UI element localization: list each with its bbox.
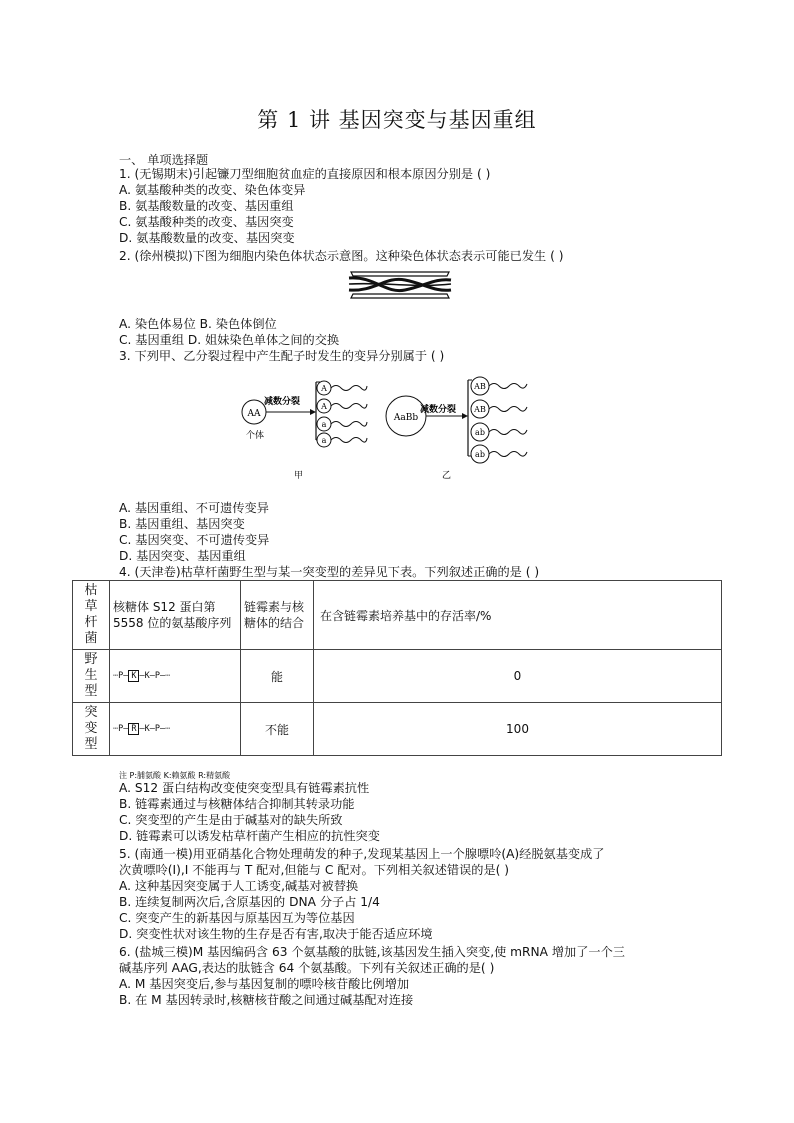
q6-option-a: A. M 基因突变后,参与基因复制的嘌呤核苷酸比例增加 (119, 977, 410, 991)
jia-cell-label: AA (247, 409, 261, 419)
q3-option-d: D. 基因突变、基因重组 (119, 549, 246, 563)
q6-option-b: B. 在 M 基因转录时,核糖核苷酸之间通过碱基配对连接 (119, 993, 414, 1007)
q5-option-b: B. 连续复制两次后,含原基因的 DNA 分子占 1/4 (119, 895, 380, 909)
yi-gamete-2 (471, 400, 527, 418)
meiosis-diagram (230, 372, 540, 486)
q3-option-b: B. 基因重组、基因突变 (119, 517, 245, 531)
q2-options-cd: C. 基因重组 D. 姐妹染色单体之间的交换 (119, 333, 340, 347)
table-header-sequence: 核糖体 S12 蛋白第 5558 位的氨基酸序列 (110, 581, 241, 650)
q4-stem: 4. (天津卷)枯草杆菌野生型与某一突变型的差异见下表。下列叙述正确的是 ( ) (119, 565, 540, 579)
yi-arrow-label: 减数分裂 (420, 405, 457, 415)
q4-option-a: A. S12 蛋白结构改变使突变型具有链霉素抗性 (119, 781, 370, 795)
jia-gamete-1 (317, 381, 367, 395)
row-sequence-mutant: ┄P— R —K—P—┄ (110, 703, 241, 756)
svg-text:AB: AB (474, 382, 486, 391)
q3-option-a: A. 基因重组、不可遗传变异 (119, 501, 269, 515)
q2-stem: 2. (徐州模拟)下图为细胞内染色体状态示意图。这种染色体状态表示可能已发生 ( ) (119, 249, 564, 263)
q1-option-c: C. 氨基酸种类的改变、基因突变 (119, 215, 294, 229)
svg-text:a: a (321, 436, 327, 445)
q1-stem: 1. (无锡期末)引起镰刀型细胞贫血症的直接原因和根本原因分别是 ( ) (119, 167, 491, 181)
q5-stem-line2: 次黄嘌呤(I),I 不能再与 T 配对,但能与 C 配对。下列相关叙述错误的是( ) (119, 863, 510, 877)
q3-stem: 3. 下列甲、乙分裂过程中产生配子时发生的变异分别属于 ( ) (119, 349, 445, 363)
q6-stem-line1: 6. (盐城三模)M 基因编码含 63 个氨基酸的肽链,该基因发生插入突变,使 mRNA 增加了一个三 (119, 945, 625, 959)
row-binding-wild: 能 (241, 650, 314, 703)
row-survival-wild: 0 (314, 650, 722, 703)
jia-arrow-label: 减数分裂 (264, 397, 301, 407)
q3-option-c: C. 基因突变、不可遗传变异 (119, 533, 270, 547)
svg-text:A: A (321, 384, 327, 393)
table-row (73, 650, 722, 703)
jia-gamete-3 (317, 417, 367, 431)
q1-option-b: B. 氨基酸数量的改变、基因重组 (119, 199, 294, 213)
q4-option-d: D. 链霉素可以诱发枯草杆菌产生相应的抗性突变 (119, 829, 380, 843)
row-sequence-wild: ┄P— K —K—P—┄ (110, 650, 241, 703)
jia-gamete-2 (317, 399, 367, 413)
svg-text:ab: ab (475, 450, 485, 459)
yi-gamete-3 (471, 423, 527, 441)
row-binding-mutant: 不能 (241, 703, 314, 756)
chromosome-diagram (345, 268, 455, 302)
jia-gamete-4 (317, 433, 367, 447)
q4-option-c: C. 突变型的产生是由于碱基对的缺失所致 (119, 813, 343, 827)
q5-option-d: D. 突变性状对该生物的生存是否有害,取决于能否适应环境 (119, 927, 433, 941)
q2-options-ab: A. 染色体易位 B. 染色体倒位 (119, 317, 277, 331)
mutation-table (72, 580, 722, 756)
yi-gamete-1 (471, 377, 527, 395)
q4-option-b: B. 链霉素通过与核糖体结合抑制其转录功能 (119, 797, 355, 811)
q5-option-c: C. 突变产生的新基因与原基因互为等位基因 (119, 911, 355, 925)
svg-text:ab: ab (475, 428, 485, 437)
table-row (73, 703, 722, 756)
table-header-row (73, 581, 722, 650)
svg-text:A: A (321, 402, 327, 411)
table-header-bacterium: 枯 草 杆 菌 (73, 581, 110, 650)
section-heading: 一、 单项选择题 (119, 153, 209, 167)
yi-caption: 乙 (442, 471, 452, 481)
q5-stem-line1: 5. (南通一模)用亚硝基化合物处理萌发的种子,发现某基因上一个腺嘌呤(A)经脱氨基变成了 (119, 847, 605, 861)
page-title: 第 1 讲 基因突变与基因重组 (257, 108, 537, 132)
row-name-wild: 野 生 型 (73, 650, 110, 703)
yi-gamete-4 (471, 445, 527, 463)
row-survival-mutant: 100 (314, 703, 722, 756)
yi-cell-label: AaBb (393, 413, 419, 423)
q5-option-a: A. 这种基因突变属于人工诱变,碱基对被替换 (119, 879, 359, 893)
jia-individual-label: 个体 (246, 431, 265, 441)
q4-note: 注 P:脯氨酸 K:赖氨酸 R:精氨酸 (119, 771, 231, 780)
jia-caption: 甲 (294, 471, 304, 481)
q1-option-d: D. 氨基酸数量的改变、基因突变 (119, 231, 295, 245)
q1-option-a: A. 氨基酸种类的改变、染色体变异 (119, 183, 306, 197)
table-header-binding: 链霉素与核糖体的结合 (241, 581, 314, 650)
row-name-mutant: 突 变 型 (73, 703, 110, 756)
svg-text:a: a (321, 420, 327, 429)
q6-stem-line2: 碱基序列 AAG,表达的肽链含 64 个氨基酸。下列有关叙述正确的是( ) (119, 961, 495, 975)
table-header-survival: 在含链霉素培养基中的存活率/% (314, 581, 722, 650)
svg-text:AB: AB (474, 405, 486, 414)
